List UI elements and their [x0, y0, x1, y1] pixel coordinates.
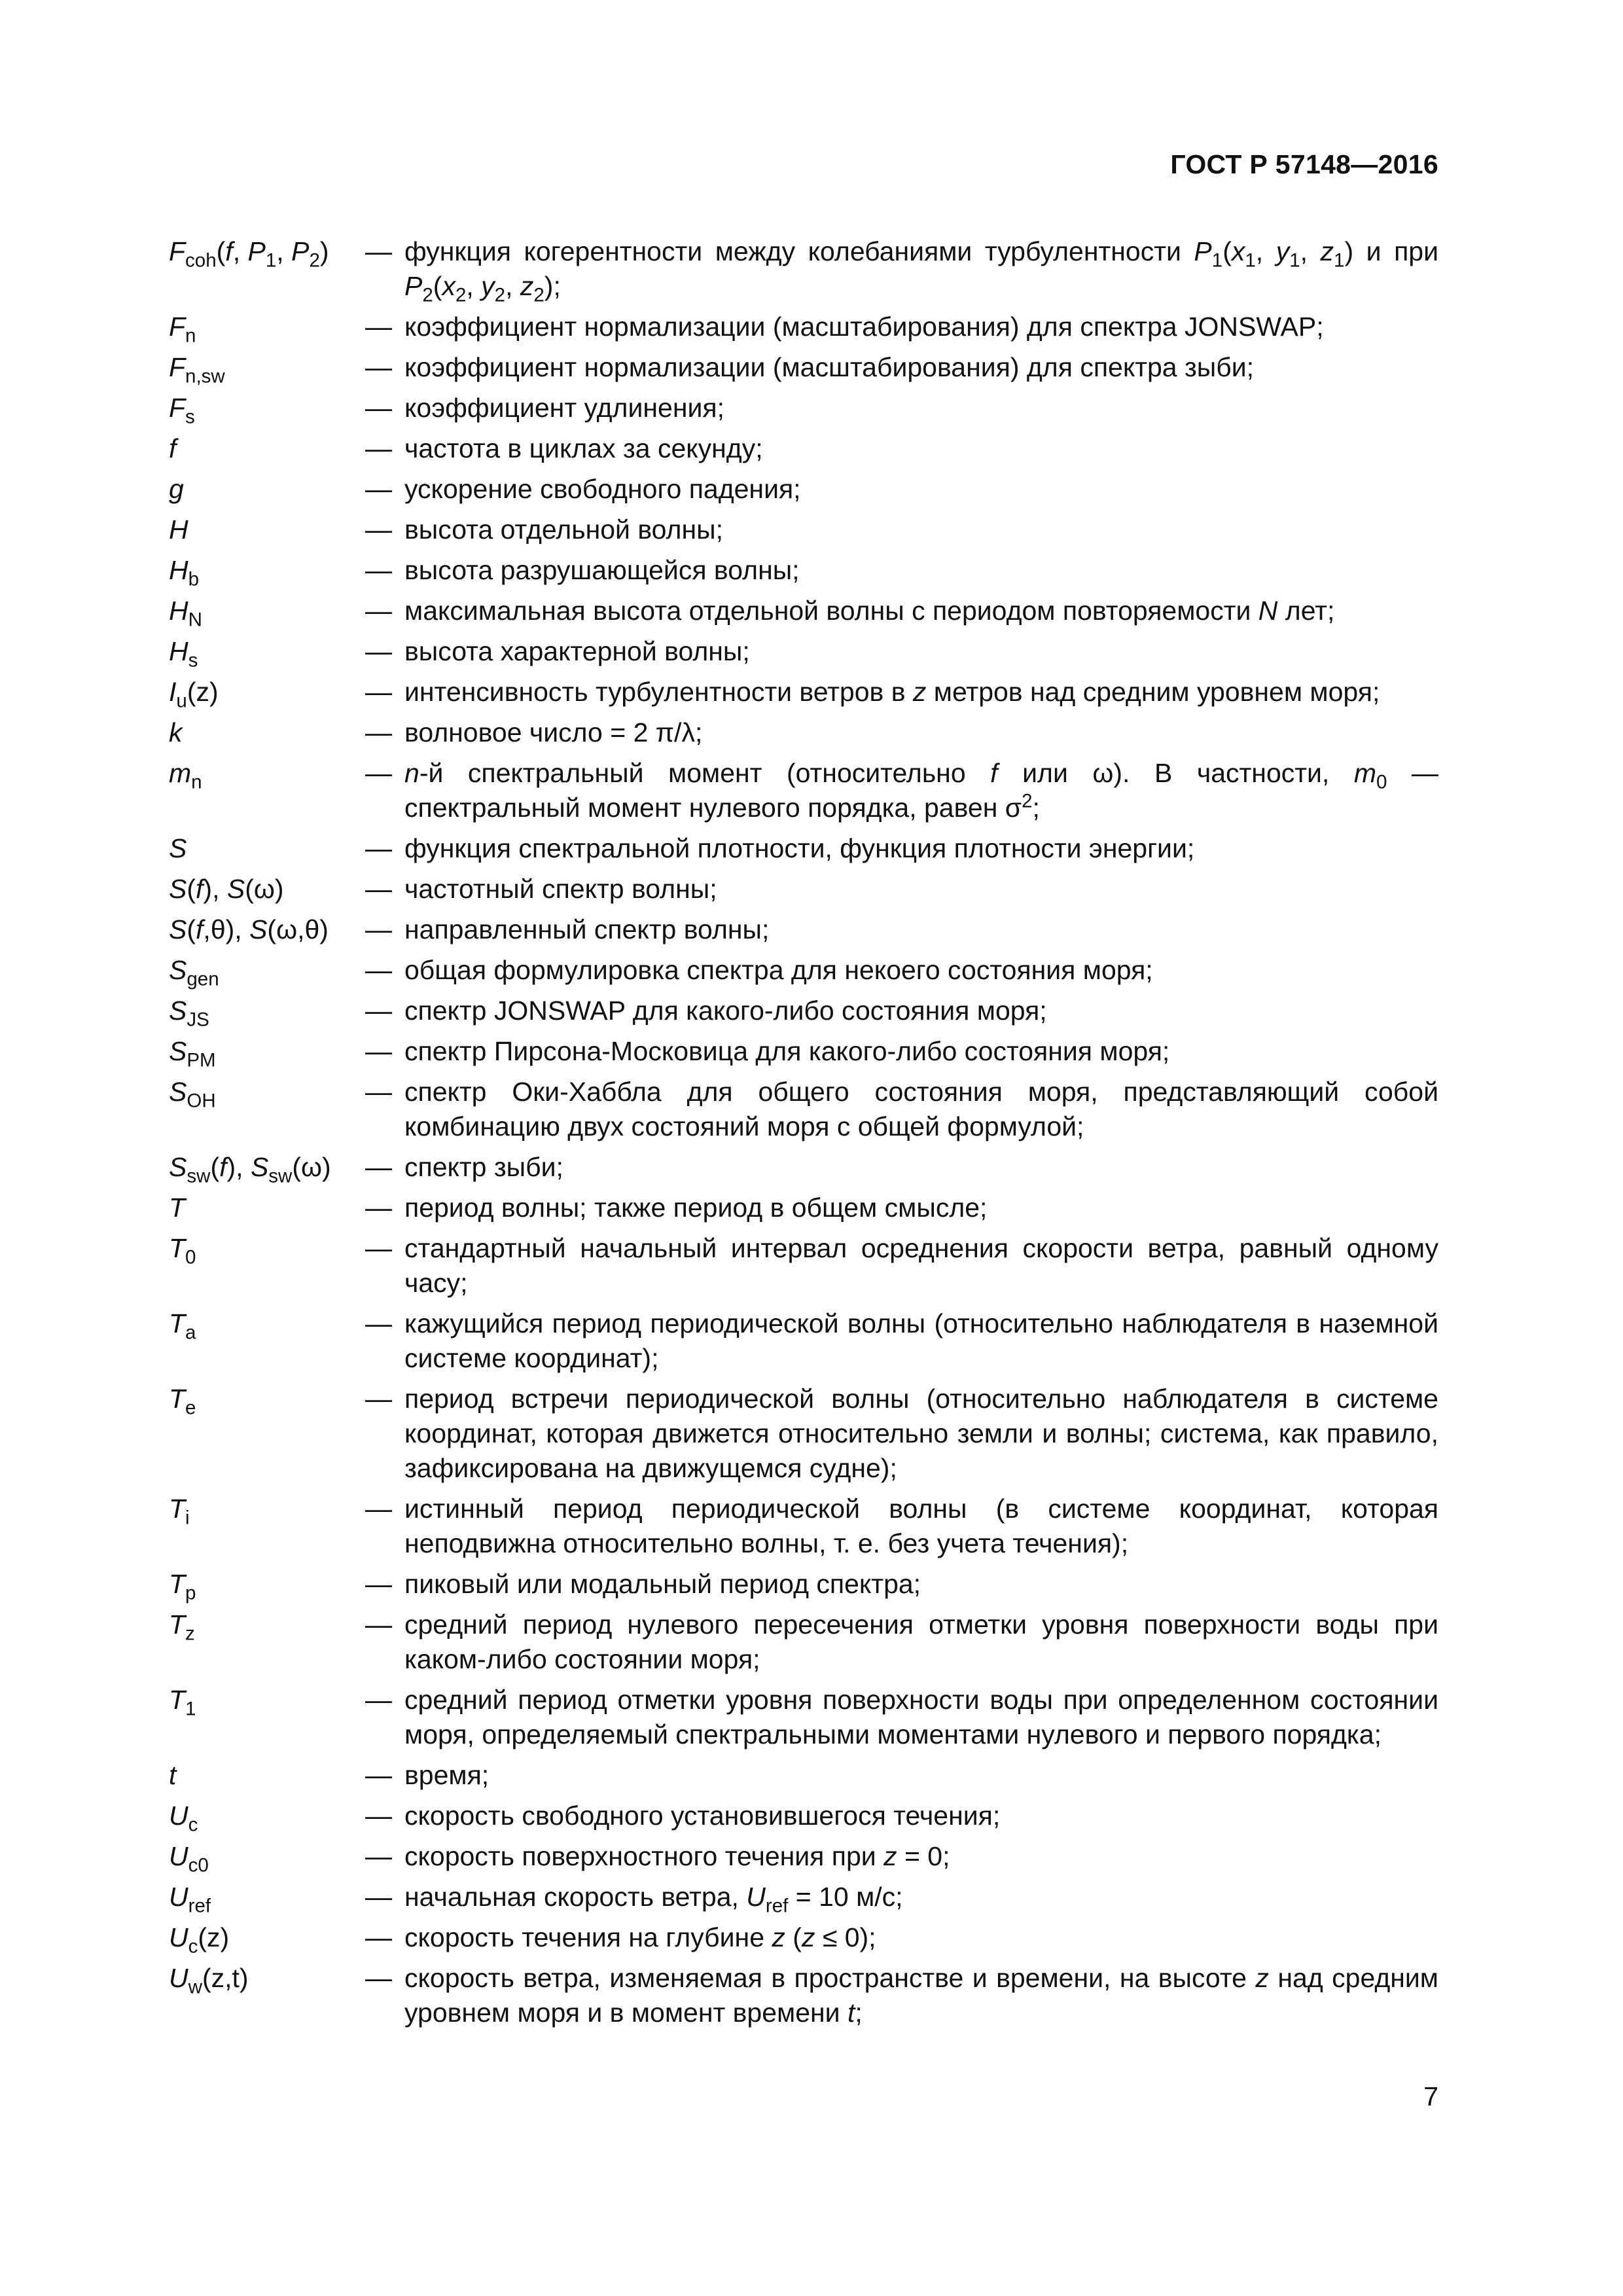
definition-symbol: $T_e$	[169, 1384, 196, 1419]
definition-dash: —	[365, 393, 392, 423]
definition-row	[169, 1683, 1438, 1752]
page-number: 7	[1423, 2081, 1438, 2111]
definition-dash: —	[365, 1494, 392, 1524]
definition-dash: —	[365, 677, 392, 707]
definition-row	[169, 1075, 1438, 1144]
definition-text: средний период отметки уровня поверхности воды при определенном состоянии моря, определяемый спектральными моментами нулевого и первого порядка;	[404, 1685, 1438, 1749]
definition-text: спектр Пирсона-Московица для какого-либо состояния моря;	[404, 1036, 1170, 1066]
definition-symbol: t	[169, 1760, 177, 1790]
definition-text: функция спектральной плотности, функция плотности энергии;	[404, 833, 1195, 863]
definition-text: волновое число = 2 π/λ;	[404, 717, 703, 747]
definition-text: интенсивность турбулентности ветров в z метров над средним уровнем моря;	[404, 677, 1380, 707]
definition-dash: —	[365, 758, 392, 788]
definition-symbol: $U_{c0}$	[169, 1841, 209, 1876]
definition-row	[169, 831, 1438, 866]
definition-dash: —	[365, 1193, 392, 1223]
definition-dash: —	[365, 914, 392, 944]
definition-row	[169, 350, 1438, 385]
definition-dash: —	[365, 996, 392, 1026]
definition-symbol: $F_s$	[169, 393, 195, 428]
definition-row	[169, 1961, 1438, 2030]
symbol-definitions-list	[169, 234, 1438, 2030]
definition-row	[169, 1231, 1438, 1300]
definition-row	[169, 1880, 1438, 1917]
definition-dash: —	[365, 1233, 392, 1263]
definition-text: время;	[404, 1760, 490, 1790]
definition-row	[169, 1567, 1438, 1602]
definition-text: скорость ветра, изменяемая в пространстве и времени, на высоте z над средним уровнем моря и в момент времени t;	[404, 1963, 1438, 2028]
definition-dash: —	[365, 833, 392, 863]
definition-dash: —	[365, 1384, 392, 1414]
definition-text: коэффициент нормализации (масштабирования) для спектра зыби;	[404, 352, 1255, 382]
definition-row	[169, 512, 1438, 547]
definition-text: ускорение свободного падения;	[404, 474, 801, 504]
definition-text: n-й спектральный момент (относительно f или ω). В частности, $m_0$ — спектральный момент нулевого порядка, равен $\sigma^2$;	[404, 758, 1438, 823]
definition-row	[169, 594, 1438, 631]
definition-symbol: T	[169, 1193, 186, 1223]
definition-symbol: S(f,θ), S(ω,θ)	[169, 914, 329, 944]
definition-symbol: $T_z$	[169, 1609, 195, 1645]
definition-text: высота характерной волны;	[404, 636, 750, 666]
definition-dash: —	[365, 1882, 392, 1912]
definition-dash: —	[365, 236, 392, 266]
definition-text: спектр JONSWAP для какого-либо состояния моря;	[404, 996, 1047, 1026]
definition-row	[169, 1150, 1438, 1185]
definition-dash: —	[365, 1077, 392, 1107]
definition-row	[169, 675, 1438, 712]
definition-text: максимальная высота отдельной волны с периодом повторяемости N лет;	[404, 596, 1335, 626]
definition-row	[169, 1607, 1438, 1677]
definition-text: коэффициент нормализации (масштабирования) для спектра JONSWAP;	[404, 312, 1324, 342]
definition-dash: —	[365, 1841, 392, 1871]
definition-symbol: $T_1$	[169, 1685, 196, 1720]
definition-text: высота отдельной волны;	[404, 514, 723, 545]
definition-symbol: $U_{ref}$	[169, 1882, 211, 1917]
definition-row	[169, 431, 1438, 466]
definition-symbol: $S_{sw}(f)$, $S_{sw}(\omega)$	[169, 1152, 331, 1187]
definition-text: кажущийся период периодической волны (относительно наблюдателя в наземной системе координат);	[404, 1308, 1438, 1373]
definition-symbol: f	[169, 433, 177, 463]
definition-dash: —	[365, 1963, 392, 1993]
definition-symbol: $U_c$	[169, 1801, 198, 1836]
definition-row	[169, 1839, 1438, 1874]
definition-text: истинный период периодической волны (в системе координат, которая неподвижна относительно волны, т. е. без учета течения);	[404, 1494, 1438, 1558]
definition-text: спектр зыби;	[404, 1152, 563, 1182]
definition-text: направленный спектр волны;	[404, 914, 770, 944]
definition-text: период волны; также период в общем смысле;	[404, 1193, 988, 1223]
definition-text: функция когерентности между колебаниями турбулентности $P_1(x_1$, $y_1$, $z_1$) и при $P_2(x_2$, $y_2$, $z_2$);	[404, 236, 1438, 306]
definition-dash: —	[365, 1609, 392, 1640]
definition-dash: —	[365, 312, 392, 342]
definition-symbol: H	[169, 514, 188, 545]
definition-row	[169, 391, 1438, 428]
definition-dash: —	[365, 1801, 392, 1831]
definition-symbol: $I_u(z)$	[169, 677, 219, 712]
definition-text: частота в циклах за секунду;	[404, 433, 763, 463]
definition-dash: —	[365, 1152, 392, 1182]
definition-symbol: $S_{JS}$	[169, 996, 209, 1031]
definition-row	[169, 472, 1438, 507]
definition-symbol: $T_i$	[169, 1494, 190, 1529]
definition-dash: —	[365, 433, 392, 463]
definition-dash: —	[365, 352, 392, 382]
definition-row	[169, 234, 1438, 304]
definition-text: общая формулировка спектра для некоего состояния моря;	[404, 955, 1153, 985]
definition-symbol: $H_N$	[169, 596, 202, 631]
definition-dash: —	[365, 955, 392, 985]
definition-symbol: $T_a$	[169, 1308, 196, 1344]
definition-dash: —	[365, 874, 392, 904]
definition-row	[169, 1306, 1438, 1376]
definition-row	[169, 1191, 1438, 1225]
definition-symbol: $U_c(z)$	[169, 1922, 230, 1958]
definition-symbol: k	[169, 717, 183, 747]
definition-symbol: $F_{n,sw}$	[169, 352, 225, 387]
definition-symbol: S(f), S(ω)	[169, 874, 284, 904]
definition-text: скорость поверхностного течения при z = 0;	[404, 1841, 950, 1871]
definition-row	[169, 1799, 1438, 1836]
definition-row	[169, 1034, 1438, 1069]
definition-dash: —	[365, 555, 392, 585]
definition-dash: —	[365, 474, 392, 504]
definition-text: скорость свободного установившегося течения;	[404, 1801, 1001, 1831]
definition-dash: —	[365, 1685, 392, 1715]
definition-symbol: $U_w(z,t)$	[169, 1963, 249, 1998]
definition-symbol: g	[169, 474, 184, 504]
definition-row	[169, 634, 1438, 672]
definition-text: средний период нулевого пересечения отметки уровня поверхности воды при каком-либо состоянии моря;	[404, 1609, 1438, 1674]
definition-dash: —	[365, 596, 392, 626]
definition-row	[169, 994, 1438, 1031]
definition-symbol: $H_b$	[169, 555, 200, 590]
definition-text: стандартный начальный интервал осреднения скорости ветра, равный одному часу;	[404, 1233, 1438, 1298]
definition-text: высота разрушающейся волны;	[404, 555, 800, 585]
definition-row	[169, 1492, 1438, 1561]
definition-row	[169, 310, 1438, 347]
definition-text: спектр Оки-Хаббла для общего состояния моря, представляющий собой комбинацию двух состояний моря с общей формулой;	[404, 1077, 1438, 1141]
definition-dash: —	[365, 717, 392, 747]
definition-row	[169, 1758, 1438, 1793]
definition-dash: —	[365, 636, 392, 666]
definition-row	[169, 912, 1438, 947]
definition-row	[169, 756, 1438, 825]
definition-row	[169, 715, 1438, 750]
definition-dash: —	[365, 514, 392, 545]
definition-dash: —	[365, 1308, 392, 1338]
definition-symbol: $T_0$	[169, 1233, 196, 1268]
definition-text: частотный спектр волны;	[404, 874, 717, 904]
definition-row	[169, 872, 1438, 906]
definition-symbol: $m_n$	[169, 758, 202, 793]
definition-symbol: $T_p$	[169, 1569, 196, 1604]
definition-symbol: $F_n$	[169, 312, 196, 347]
definition-text: начальная скорость ветра, $U_{ref} = 10$ м/с;	[404, 1882, 903, 1917]
definition-dash: —	[365, 1569, 392, 1599]
definition-text: пиковый или модальный период спектра;	[404, 1569, 921, 1599]
definition-symbol: $S_{PM}$	[169, 1036, 216, 1071]
definition-dash: —	[365, 1036, 392, 1066]
definition-symbol: $S_{OH}$	[169, 1077, 216, 1112]
definition-text: коэффициент удлинения;	[404, 393, 724, 423]
definition-symbol: $S_{gen}$	[169, 955, 219, 990]
definition-text: период встречи периодической волны (относительно наблюдателя в системе координат, которая движется относительно земли и волны; система, как правило, зафиксирована на движущемся судне);	[404, 1384, 1438, 1483]
definition-dash: —	[365, 1922, 392, 1952]
document-header: ГОСТ Р 57148—2016	[1170, 149, 1438, 179]
definition-symbol: $H_s$	[169, 636, 198, 672]
definition-symbol: S	[169, 833, 187, 863]
definition-row	[169, 1920, 1438, 1958]
definition-dash: —	[365, 1760, 392, 1790]
definition-text: скорость течения на глубине z (z ≤ 0);	[404, 1922, 876, 1952]
definition-row	[169, 1382, 1438, 1486]
definition-symbol: $F_{coh}(f$, $P_1$, $P_2$)	[169, 236, 329, 272]
definition-row	[169, 553, 1438, 588]
definition-row	[169, 953, 1438, 988]
